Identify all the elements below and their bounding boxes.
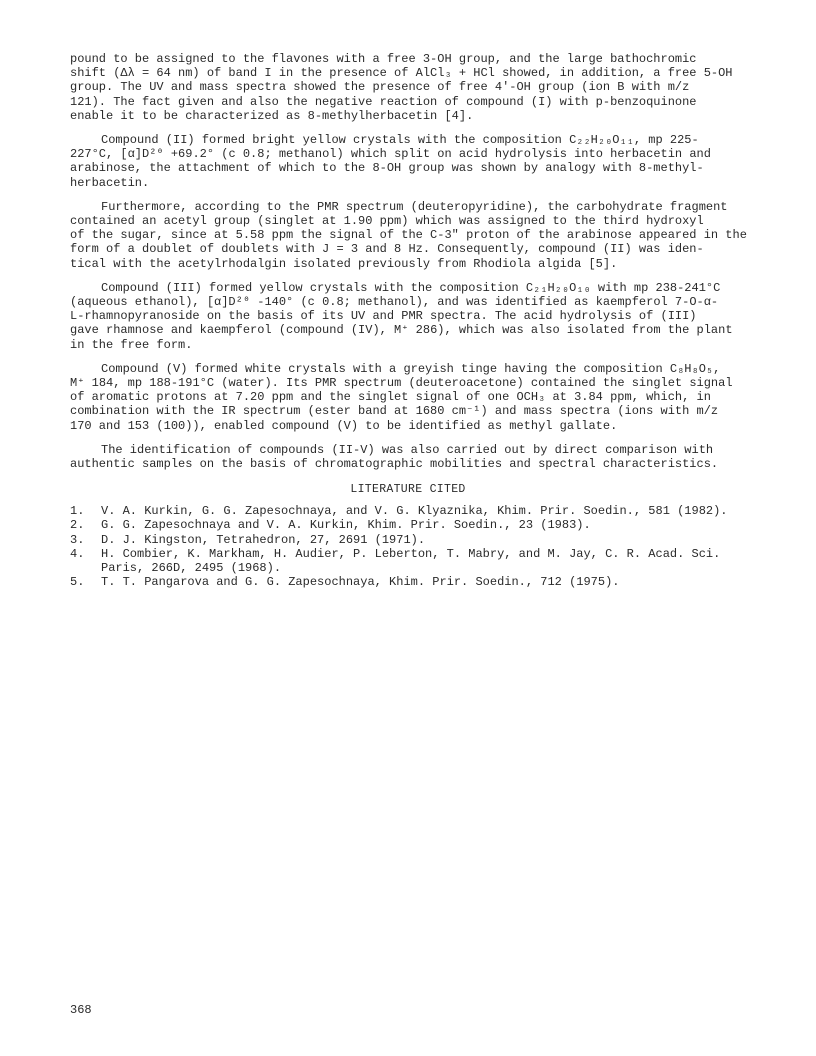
reference-text — [101, 547, 746, 575]
reference-number: 1. — [70, 504, 85, 519]
reference-number: 2. — [70, 518, 85, 533]
reference-line: G. G. Zapesochnaya and V. A. Kurkin, Khim. Prir. Soedin., 23 (1983). — [101, 518, 591, 533]
text-line: M⁺ 184, mp 188-191°C (water). Its PMR spectrum (deuteroacetone) contained the singlet signal — [70, 376, 733, 391]
paragraph — [70, 133, 746, 190]
references-list — [70, 504, 746, 589]
text-line: (aqueous ethanol), [α]D²⁰ -140° (c 0.8; methanol), and was identified as kaempferol 7-O-α- — [70, 295, 719, 310]
text-line: form of a doublet of doublets with J = 3 and 8 Hz. Consequently, compound (II) was iden- — [70, 242, 704, 257]
reference-text — [101, 518, 746, 532]
text-line: arabinose, the attachment of which to the 8-OH group was shown by analogy with 8-methyl- — [70, 161, 704, 176]
text-line: Compound (III) formed yellow crystals with the composition C₂₁H₂₀O₁₀ with mp 238-241°C — [101, 280, 721, 295]
reference-line: T. T. Pangarova and G. G. Zapesochnaya, Khim. Prir. Soedin., 712 (1975). — [101, 575, 620, 590]
reference-line: D. J. Kingston, Tetrahedron, 27, 2691 (1971). — [101, 532, 426, 547]
reference-line: H. Combier, K. Markham, H. Audier, P. Leberton, T. Mabry, and M. Jay, C. R. Acad. Sci. — [101, 546, 721, 561]
paragraph — [70, 281, 746, 352]
reference-number: 3. — [70, 532, 85, 547]
reference-item — [70, 504, 746, 518]
text-line: 170 and 153 (100)), enabled compound (V) to be identified as methyl gallate. — [70, 418, 618, 433]
text-line: in the free form. — [70, 337, 193, 352]
literature-cited-heading: LITERATURE CITED — [350, 483, 466, 497]
reference-line: Paris, 266D, 2495 (1968). — [101, 561, 282, 576]
reference-item — [70, 575, 746, 589]
text-line: L-rhamnopyranoside on the basis of its UV and PMR spectra. The acid hydrolysis of (III) — [70, 309, 697, 324]
paragraph — [70, 362, 746, 433]
text-line: 227°C, [α]D²⁰ +69.2° (c 0.8; methanol) which split on acid hydrolysis into herbacetin and — [70, 147, 711, 162]
paragraph — [70, 52, 746, 123]
text-line: Furthermore, according to the PMR spectrum (deuteropyridine), the carbohydrate fragment — [101, 199, 728, 214]
reference-text — [101, 533, 746, 547]
paragraph — [70, 200, 746, 271]
text-line: group. The UV and mass spectra showed the presence of free 4'-OH group (ion B with m/z — [70, 80, 690, 95]
article-body — [70, 52, 746, 590]
text-line: enable it to be characterized as 8-methylherbacetin [4]. — [70, 108, 474, 123]
reference-item — [70, 518, 746, 532]
text-line: of aromatic protons at 7.20 ppm and the singlet signal of one OCH₃ at 3.84 ppm, which, in — [70, 390, 711, 405]
text-line: of the sugar, since at 5.58 ppm the signal of the C-3" proton of the arabinose appeared in the — [70, 228, 747, 243]
paragraph — [70, 443, 746, 471]
reference-text — [101, 504, 746, 518]
paragraphs — [70, 52, 746, 471]
text-line: tical with the acetylrhodalgin isolated previously from Rhodiola algida [5]. — [70, 256, 618, 271]
text-line: combination with the IR spectrum (ester band at 1680 cm⁻¹) and mass spectra (ions with m/z — [70, 404, 719, 419]
text-line: gave rhamnose and kaempferol (compound (IV), M⁺ 286), which was also isolated from the plant — [70, 323, 733, 338]
reference-item — [70, 533, 746, 547]
text-line: pound to be assigned to the flavones with a free 3-OH group, and the large bathochromic — [70, 52, 697, 66]
reference-text — [101, 575, 746, 589]
text-line: 121). The fact given and also the negative reaction of compound (I) with p-benzoquinone — [70, 94, 697, 109]
text-line: Compound (V) formed white crystals with a greyish tinge having the composition C₈H₈O₅, — [101, 361, 721, 376]
reference-item — [70, 547, 746, 575]
page-number: 368 — [70, 1003, 92, 1017]
reference-number: 4. — [70, 546, 85, 561]
text-line: The identification of compounds (II-V) was also carried out by direct comparison with — [101, 442, 714, 457]
text-line: Compound (II) formed bright yellow crystals with the composition C₂₂H₂₀O₁₁, mp 225- — [101, 133, 699, 148]
text-line: shift (Δλ = 64 nm) of band I in the presence of AlCl₃ + HCl showed, in addition, a free 5-OH — [70, 66, 733, 81]
reference-number: 5. — [70, 575, 85, 590]
text-line: contained an acetyl group (singlet at 1.90 ppm) which was assigned to the third hydroxyl — [70, 214, 704, 229]
text-line: authentic samples on the basis of chromatographic mobilities and spectral characteristics. — [70, 457, 719, 472]
text-line: herbacetin. — [70, 175, 150, 190]
reference-line: V. A. Kurkin, G. G. Zapesochnaya, and V. G. Klyaznika, Khim. Prir. Soedin., 581 (1982). — [101, 504, 728, 519]
